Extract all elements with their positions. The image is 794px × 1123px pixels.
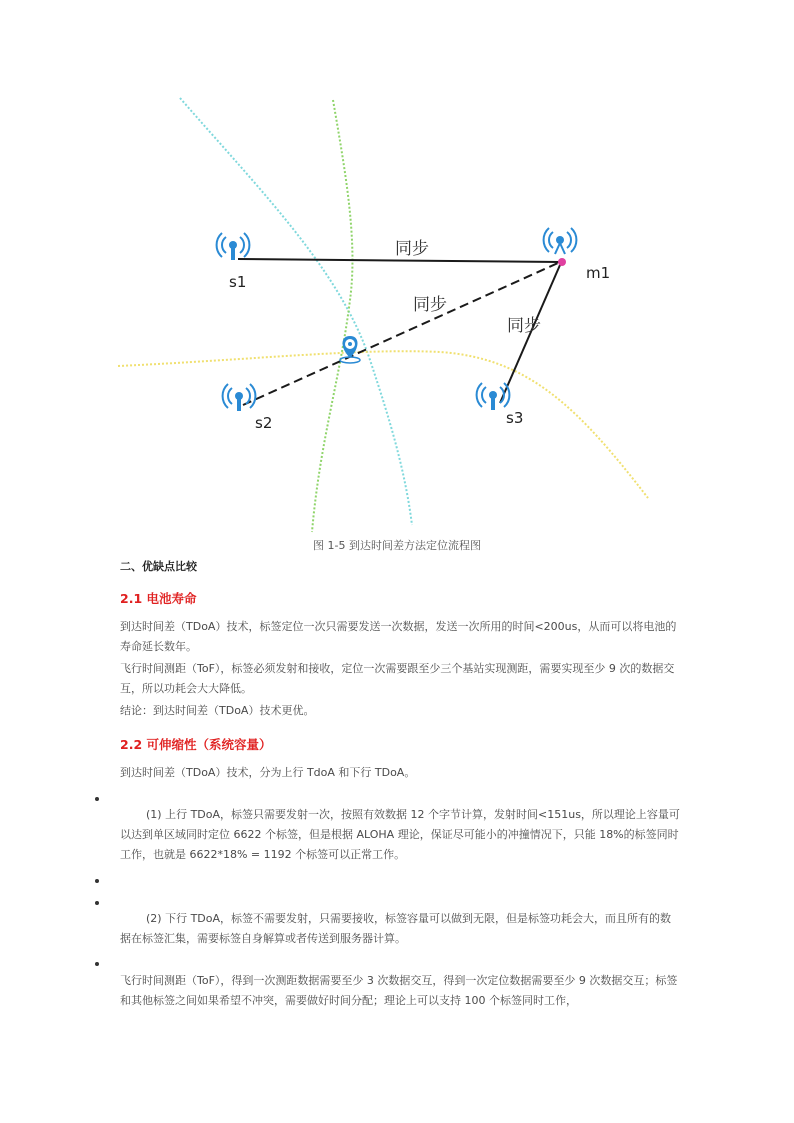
section-heading: 二、优缺点比较: [120, 560, 197, 573]
label-sync-mid: 同步: [413, 295, 447, 315]
hyperbola-cyan: [180, 98, 412, 525]
para-2-2-downlink: (2) 下行 TDoA，标签不需要发射，只需要接收，标签容量可以做到无限，但是标签功耗会大，而且所有的数据在标签汇集，需要标签自身解算或者传送到服务器计算。: [120, 912, 672, 945]
heading-2-1: 2.1 电池寿命: [120, 591, 197, 606]
para-2-1-tof: 飞行时间测距（ToF），标签必须发射和接收，定位一次需要跟至少三个基站实现测距，需要实现至少 9 次的数据交互，所以功耗会大大降低。: [120, 662, 675, 695]
bullet: [95, 962, 99, 966]
antenna-s2-icon: [223, 384, 256, 411]
para-2-1-conclusion: 结论：到达时间差（TDoA）技术更优。: [120, 704, 315, 717]
para-2-2-uplink: (1) 上行 TDoA，标签只需要发射一次，按照有效数据 12 个字节计算，发射时间<151us，所以理论上容量可以达到单区域同时定位 6622 个标签，但是根据 ALOHA 理论，保证尽可能小的冲撞情况下，只能 18%的标签同时工作，也就是 6622*18% = 1192 个标签可以正常工作。: [120, 808, 680, 861]
label-s3: s3: [506, 409, 524, 427]
label-m1: m1: [586, 264, 611, 282]
bullet: [95, 879, 99, 883]
hyperbola-green: [312, 100, 352, 532]
label-sync-top: 同步: [395, 239, 429, 259]
label-sync-right: 同步: [507, 316, 541, 336]
para-2-2-intro: 到达时间差（TDoA）技术，分为上行 TdoA 和下行 TDoA。: [120, 766, 416, 779]
antenna-s1-icon: [217, 233, 250, 260]
sync-line-s1-m1: [238, 259, 560, 262]
tdoa-diagram: [0, 0, 794, 540]
label-s2: s2: [255, 414, 273, 432]
hyperbola-yellow: [118, 351, 648, 498]
master-antenna-m1-icon: [544, 228, 577, 266]
para-2-2-tof: 飞行时间测距（ToF），得到一次测距数据需要至少 3 次数据交互，得到一次定位数据需要至少 9 次数据交互；标签和其他标签之间如果希望不冲突，需要做好时间分配；理论上可以支持 100 个标签同时工作，: [120, 974, 678, 1007]
figure-caption: 图 1-5 到达时间差方法定位流程图: [313, 539, 481, 552]
para-2-1-tdoa: 到达时间差（TDoA）技术，标签定位一次只需要发送一次数据，发送一次所用的时间<200us，从而可以将电池的寿命延长数年。: [120, 620, 677, 653]
tag-location-icon: [340, 336, 360, 363]
bullet: [95, 901, 99, 905]
heading-2-2: 2.2 可伸缩性（系统容量）: [120, 737, 272, 752]
label-s1: s1: [229, 273, 247, 291]
bullet: [95, 797, 99, 801]
antenna-s3-icon: [477, 383, 510, 410]
